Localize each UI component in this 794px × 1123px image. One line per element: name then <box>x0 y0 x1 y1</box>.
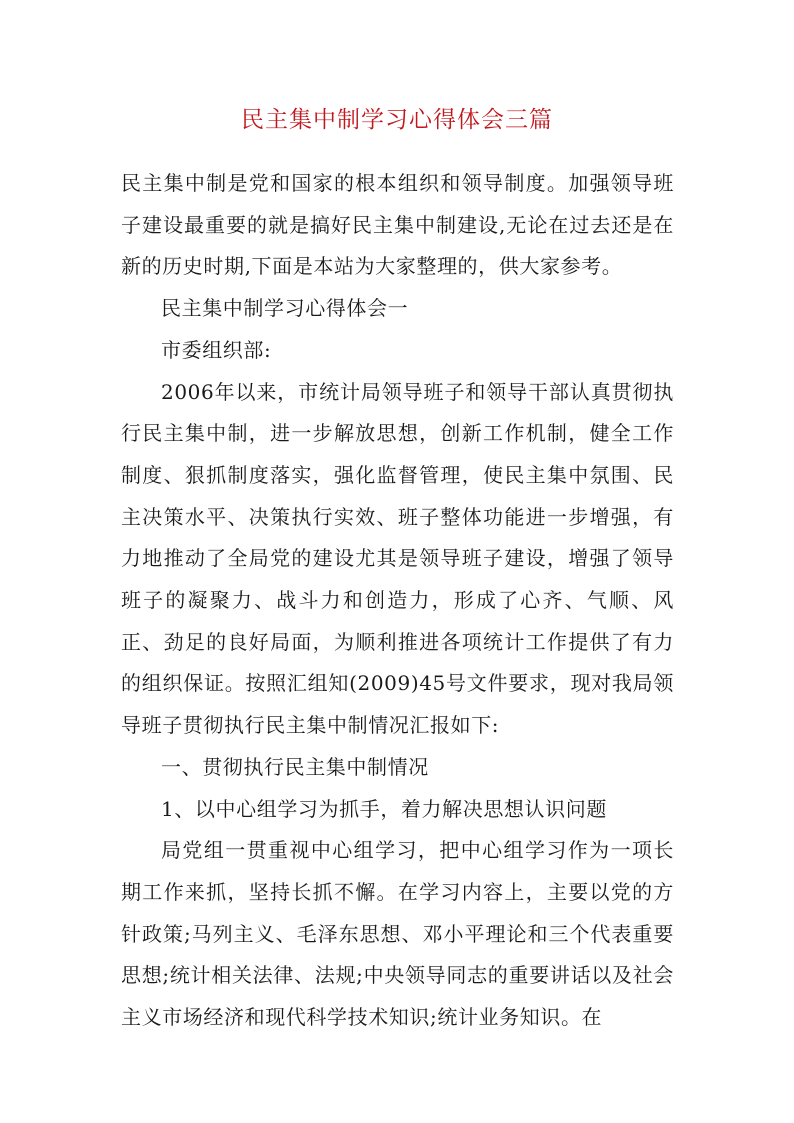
addressee: 市委组织部: <box>161 337 272 362</box>
report-paragraph: 2006年以来，市统计局领导班子和领导干部认真贯彻执行民主集中制，进一步解放思想，创新工作机制，健全工作制度、狠抓制度落实，强化监督管理，使民主集中氛围、民主决策水平、决策执行实效、班子整体功能进一步增强，有力地推动了全局党的建设尤其是领导班子建设，增强了领导班子的凝聚力、战斗力和创造力，形成了心齐、气顺、风正、劲足的良好局面，为顺利推进各项统计工作提供了有力的组织保证。按照汇组知(2009)45号文件要求，现对我局领导班子贯彻执行民主集中制情况汇报如下: <box>121 379 674 738</box>
document-body <box>121 163 674 1039</box>
item-heading: 1、以中心组学习为抓手，着力解决思想认识问题 <box>161 796 607 821</box>
subsection-heading: 一、贯彻执行民主集中制情况 <box>161 754 429 779</box>
intro-paragraph: 民主集中制是党和国家的根本组织和领导制度。加强领导班子建设最重要的就是搞好民主集中制建设,无论在过去还是在新的历史时期,下面是本站为大家整理的，供大家参考。 <box>121 171 674 279</box>
study-paragraph: 局党组一贯重视中心组学习，把中心组学习作为一项长期工作来抓，坚持长抓不懈。在学习内容上，主要以党的方针政策;马列主义、毛泽东思想、邓小平理论和三个代表重要思想;统计相关法律、法规;中央领导同志的重要讲话以及社会主义市场经济和现代科学技术知识;统计业务知识。在 <box>121 838 674 1030</box>
document-title: 民主集中制学习心得体会三篇 <box>241 107 553 133</box>
section-heading: 民主集中制学习心得体会一 <box>161 296 409 321</box>
